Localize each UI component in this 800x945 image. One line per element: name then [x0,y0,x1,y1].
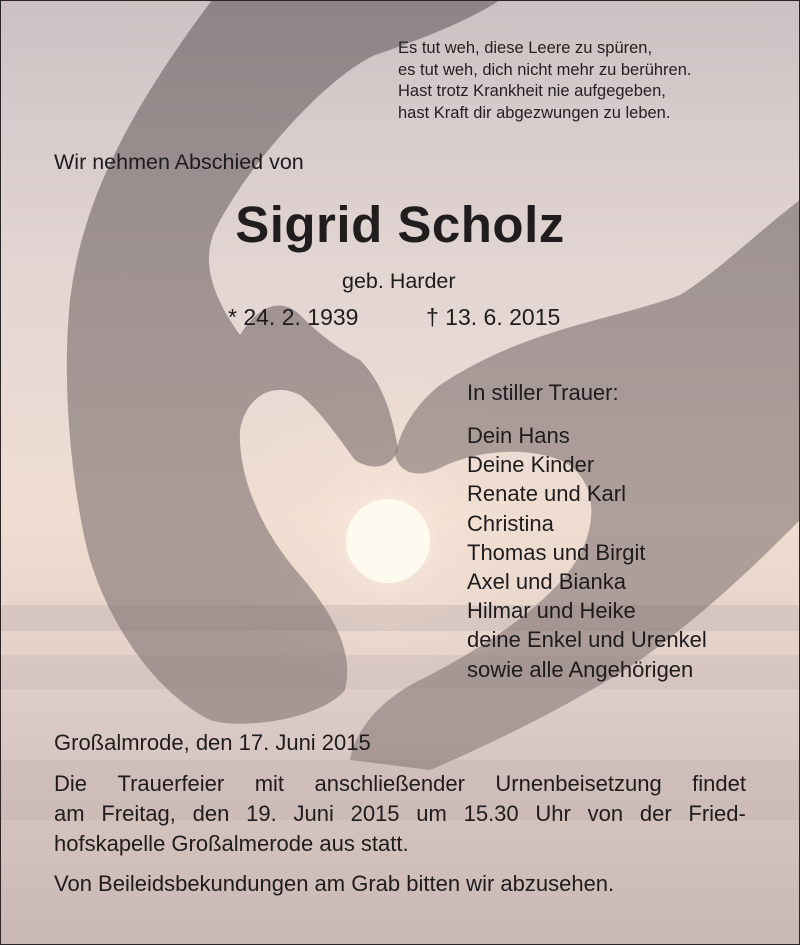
poem [398,38,778,124]
ceremony-word: Uhr [535,801,571,826]
ceremony-line [54,799,746,829]
poem-line: es tut weh, dich nicht mehr zu berühren. [398,60,692,79]
ceremony-word: Die [54,771,88,796]
birth-date: * 24. 2. 1939 [228,304,359,330]
ceremony-word: am [54,801,85,826]
ceremony-word: Trauerfeier [117,771,225,796]
death-date: † 13. 6. 2015 [426,304,561,330]
ceremony-word: Freitag, [101,801,176,826]
poem-line: Es tut weh, diese Leere zu spüren, [398,39,653,57]
farewell-intro: Wir nehmen Abschied von [54,150,304,174]
ceremony-word: Juni [293,801,334,826]
poem-line: Hast trotz Krankheit nie aufgegeben, [398,82,666,100]
ceremony-word: hofskapelle Großalmerode aus statt. [54,831,409,856]
ceremony-word: mit [254,771,285,796]
mourner-entry: Renate und Karl [467,481,626,507]
ceremony-word: der [639,801,672,826]
ceremony-word: um [416,801,447,826]
condolence-request: Von Beileidsbekundungen am Grab bitten wir abzusehen. [54,871,615,896]
ceremony-line [54,769,746,799]
mourners-title: In stiller Trauer: [467,380,619,405]
mourner-entry: Dein Hans [467,423,570,448]
ceremony-word: Urnenbeisetzung [495,771,662,796]
maiden-name: geb. Harder [342,269,456,293]
mourner-entry: Deine Kinder [467,452,595,478]
mourner-entry: sowie alle Angehörigen [467,656,694,682]
mourner-entry: Axel und Bianka [467,569,626,595]
ceremony-word: Fried- [688,801,746,826]
ceremony-word: den [192,801,230,826]
deceased-name: Sigrid Scholz [235,196,565,253]
mourner-entry: Christina [467,510,554,536]
mourners-list [467,421,707,684]
ceremony-word: 19. [246,801,277,826]
mourner-entry: Hilmar und Heike [467,598,636,624]
mourner-entry: Thomas und Birgit [467,539,646,565]
ceremony-word: findet [692,771,746,796]
ceremony-details [54,769,746,859]
mourner-entry: deine Enkel und Urenkel [467,627,707,653]
place-and-date: Großalmrode, den 17. Juni 2015 [54,730,371,755]
ceremony-word: von [587,801,624,826]
ceremony-word: 2015 [350,801,400,826]
poem-line: hast Kraft dir abgezwungen zu leben. [398,103,671,122]
ceremony-word: 15.30 [463,801,519,826]
ceremony-word: anschließender [314,771,465,796]
ceremony-line [54,829,746,859]
